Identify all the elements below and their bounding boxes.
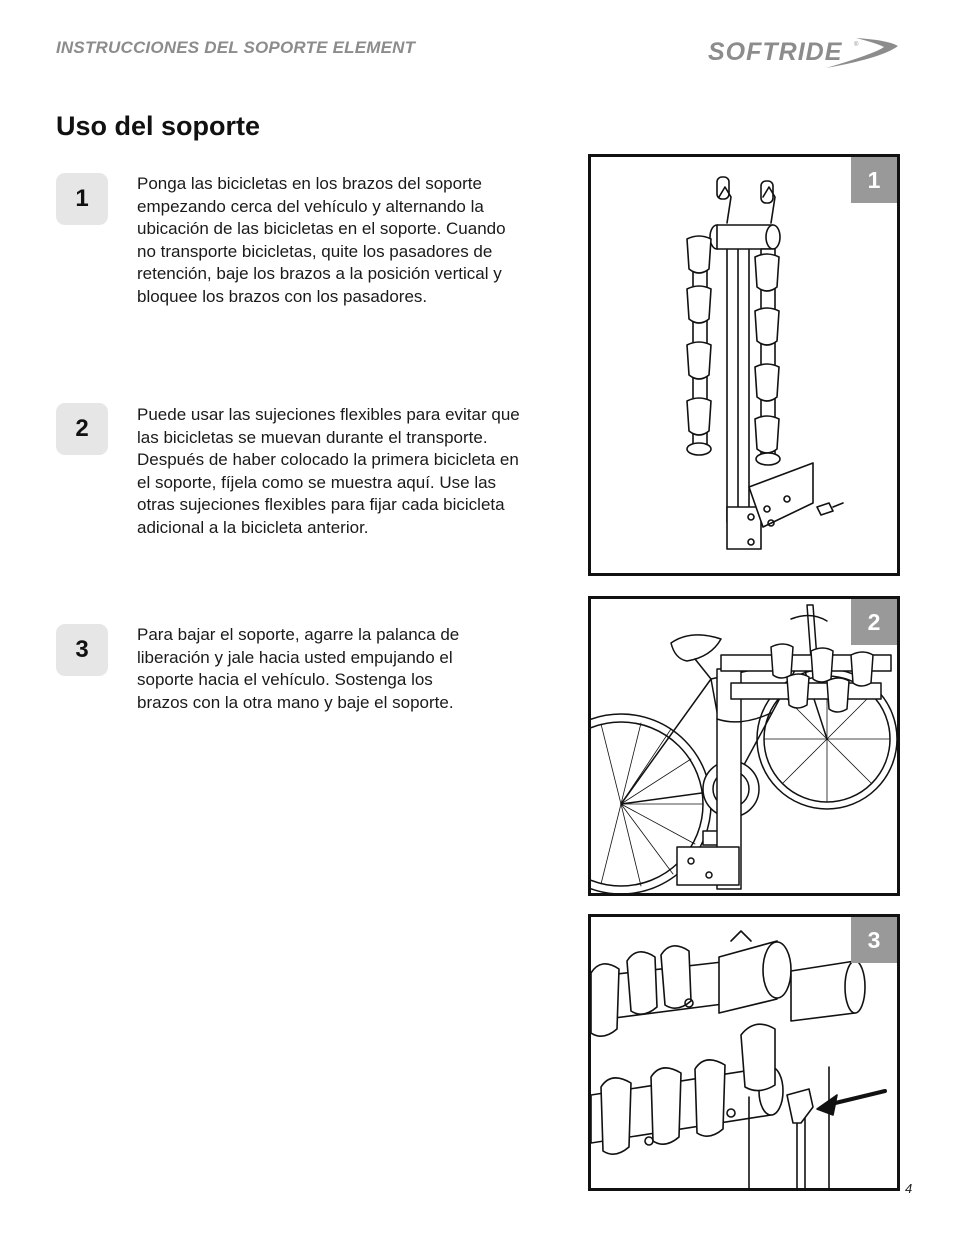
step-number-badge: 1	[56, 173, 108, 225]
figure-number-tag: 3	[851, 917, 897, 963]
step-3-instructions: Para bajar el soporte, agarre la palanca de liberación y jale hacia usted empujando el soporte hacia el vehículo. Sostenga los brazos con la otra mano y baje el soporte.	[137, 625, 460, 712]
figure-2-bike-mounted	[588, 596, 900, 896]
document-header-title: INSTRUCCIONES DEL SOPORTE ELEMENT	[56, 38, 416, 57]
page-title: Uso del soporte	[56, 111, 261, 141]
rack-upright-illustration	[591, 157, 897, 573]
step-number-badge: 2	[56, 403, 108, 455]
figure-1-upright-rack	[588, 154, 900, 576]
svg-text:®: ®	[854, 42, 859, 48]
softride-logo	[706, 30, 906, 74]
step-1-instructions: Ponga las bicicletas en los brazos del soporte empezando cerca del vehículo y alternando la ubicación de las bicicletas en el soporte. Cuando no transporte bicicletas, quite los pasadores de retención, baje los brazos a la posición vertical y bloquee los brazos con los pasadores.	[137, 174, 506, 306]
figure-3-release-lever	[588, 914, 900, 1191]
page-number: 4	[905, 1181, 913, 1196]
svg-text:SOFTRIDE: SOFTRIDE	[708, 38, 843, 66]
figure-number-tag: 2	[851, 599, 897, 645]
step-number-badge: 3	[56, 624, 108, 676]
figure-number-tag: 1	[851, 157, 897, 203]
step-2-instructions: Puede usar las sujeciones flexibles para evitar que las bicicletas se muevan durante el transporte. Después de haber colocado la primera bicicleta en el soporte, fíjela como se muestra aquí. Use las otras sujeciones flexibles para fijar cada bicicleta adicional a la bicicleta anterior.	[137, 405, 520, 537]
